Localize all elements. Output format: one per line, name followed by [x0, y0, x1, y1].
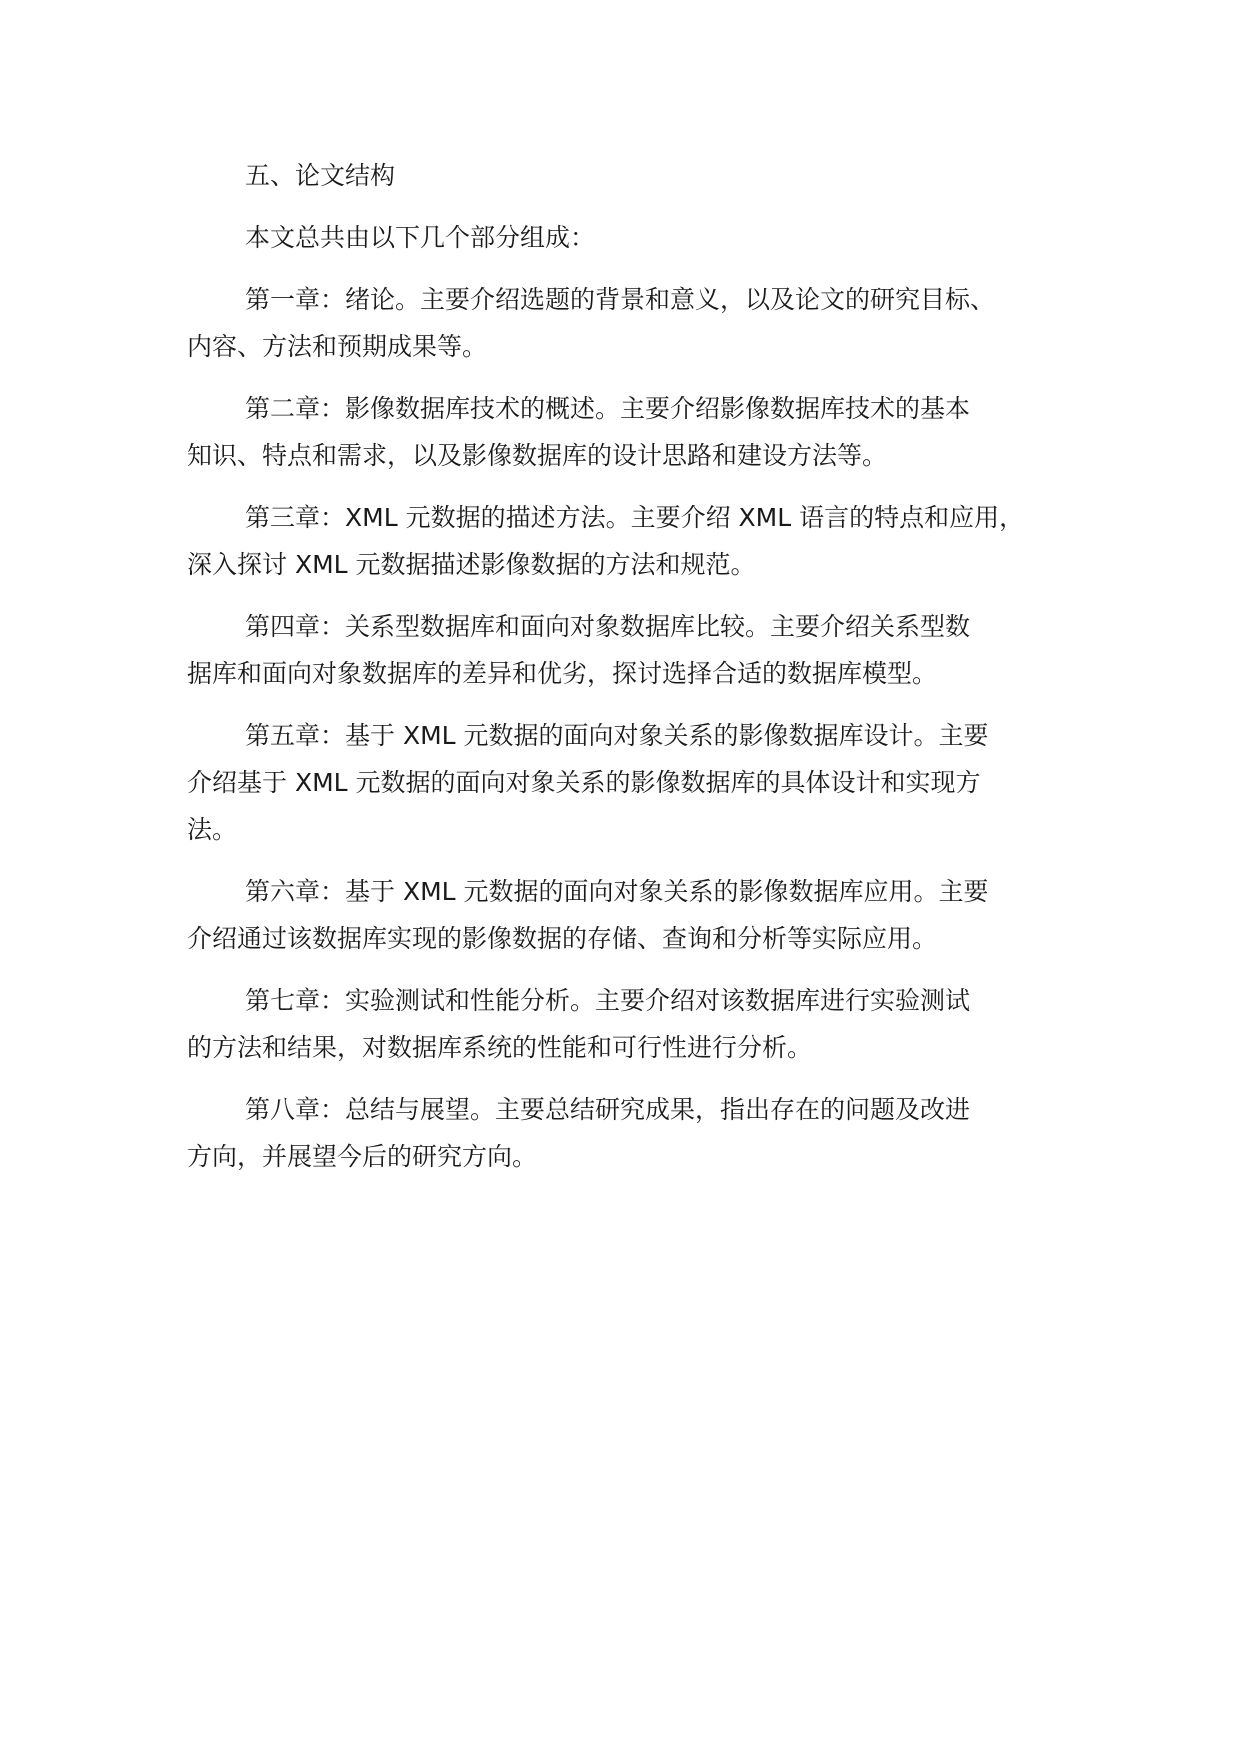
paragraph-line: 内容、方法和预期成果等。: [187, 332, 488, 361]
paragraph-line: 知识、特点和需求，以及影像数据库的设计思路和建设方法等。: [187, 441, 888, 470]
chapter-8-paragraph: [187, 1086, 1067, 1180]
chapter-6-paragraph: [187, 868, 1067, 962]
paragraph-line: 第七章：实验测试和性能分析。主要介绍对该数据库进行实验测试: [245, 986, 971, 1015]
chapter-3-paragraph: [187, 494, 1067, 588]
document-body: [187, 152, 1067, 1195]
paragraph-line: 第八章：总结与展望。主要总结研究成果，指出存在的问题及改进: [245, 1095, 971, 1124]
paragraph-line: 法。: [187, 815, 238, 844]
chapter-1-paragraph: [187, 276, 1067, 370]
section-heading: 五、论文结构: [245, 161, 396, 190]
paragraph-line: 第四章：关系型数据库和面向对象数据库比较。主要介绍关系型数: [245, 612, 971, 641]
intro-paragraph: 本文总共由以下几个部分组成：: [245, 223, 596, 252]
paragraph-line: 第二章：影像数据库技术的概述。主要介绍影像数据库技术的基本: [245, 394, 971, 423]
paragraph-line: 第三章：XML 元数据的描述方法。主要介绍 XML 语言的特点和应用，: [245, 503, 1025, 532]
paragraph-line: 介绍基于 XML 元数据的面向对象关系的影像数据库的具体设计和实现方: [187, 768, 981, 797]
paragraph-line: 介绍通过该数据库实现的影像数据的存储、查询和分析等实际应用。: [187, 924, 938, 953]
paragraph-line: 第六章：基于 XML 元数据的面向对象关系的影像数据库应用。主要: [245, 877, 989, 906]
chapter-7-paragraph: [187, 977, 1067, 1071]
paragraph-line: 据库和面向对象数据库的差异和优劣，探讨选择合适的数据库模型。: [187, 659, 938, 688]
paragraph-line: 第一章：绪论。主要介绍选题的背景和意义，以及论文的研究目标、: [245, 285, 996, 314]
paragraph-line: 深入探讨 XML 元数据描述影像数据的方法和规范。: [187, 550, 756, 579]
chapter-2-paragraph: [187, 385, 1067, 479]
chapter-4-paragraph: [187, 603, 1067, 697]
paragraph-line: 的方法和结果，对数据库系统的性能和可行性进行分析。: [187, 1033, 813, 1062]
paragraph-line: 第五章：基于 XML 元数据的面向对象关系的影像数据库设计。主要: [245, 721, 989, 750]
chapter-5-paragraph: [187, 712, 1067, 853]
paragraph-line: 方向，并展望今后的研究方向。: [187, 1142, 538, 1171]
